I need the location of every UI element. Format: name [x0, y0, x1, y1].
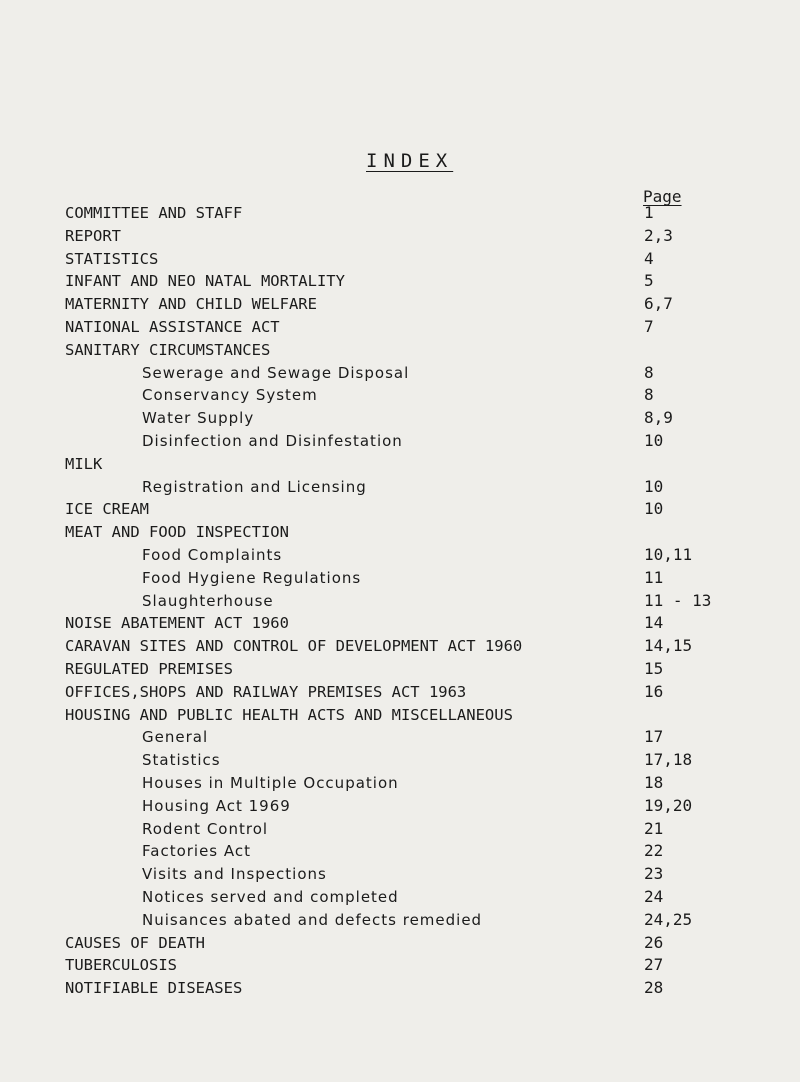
entry-title: Visits and Inspections [142, 865, 327, 884]
index-entry [0, 521, 800, 544]
entry-page-number: 27 [644, 955, 664, 975]
index-entry [0, 635, 800, 658]
index-subentry [0, 567, 800, 590]
index-entry [0, 270, 800, 293]
entry-title: Slaughterhouse [142, 591, 274, 610]
entry-page-number: 10 [644, 430, 664, 450]
entry-page-number: 21 [644, 818, 664, 838]
entry-title: Factories Act [142, 842, 252, 861]
entry-page-number: 17 [644, 727, 664, 747]
index-subentry [0, 430, 800, 453]
entry-title: NATIONAL ASSISTANCE ACT [65, 317, 280, 336]
entry-title: CAUSES OF DEATH [65, 933, 205, 952]
index-subentry [0, 590, 800, 613]
index-entry [0, 248, 800, 271]
entry-page-number: 18 [644, 772, 664, 792]
index-subentry [0, 362, 800, 385]
entry-title: CARAVAN SITES AND CONTROL OF DEVELOPMENT ACT 1960 [65, 637, 523, 656]
entry-page-number: 19,20 [644, 795, 693, 815]
index-subentry [0, 909, 800, 932]
index-subentry [0, 795, 800, 818]
entry-page-number: 24,25 [644, 909, 693, 929]
entry-page-number: 6,7 [644, 294, 673, 314]
entry-title: NOISE ABATEMENT ACT 1960 [65, 614, 289, 633]
entry-title: Sewerage and Sewage Disposal [142, 363, 410, 382]
index-entry [0, 202, 800, 225]
entry-title: Water Supply [142, 409, 255, 428]
entry-page-number: 8 [644, 385, 654, 405]
entry-title: Rodent Control [142, 819, 269, 838]
entry-page-number: 11 - 13 [644, 590, 712, 610]
entry-page-number: 24 [644, 886, 664, 906]
entry-page-number: 26 [644, 932, 664, 952]
entry-title: ICE CREAM [65, 500, 149, 519]
entry-page-number: 10 [644, 476, 664, 496]
entry-title: Notices served and completed [142, 887, 399, 906]
entry-title: Nuisances abated and defects remedied [142, 910, 483, 929]
entry-page-number: 17,18 [644, 750, 693, 770]
index-subentry [0, 544, 800, 567]
index-subentry [0, 886, 800, 909]
entry-title: MATERNITY AND CHILD WELFARE [65, 295, 317, 314]
entry-page-number: 22 [644, 841, 664, 861]
index-entry [0, 704, 800, 727]
entry-title: HOUSING AND PUBLIC HEALTH ACTS AND MISCELLANEOUS [65, 705, 513, 724]
entry-title: NOTIFIABLE DISEASES [65, 979, 243, 998]
index-subentry [0, 384, 800, 407]
index-subentry [0, 840, 800, 863]
index-entry [0, 225, 800, 248]
index-subentry [0, 407, 800, 430]
entry-title: INFANT AND NEO NATAL MORTALITY [65, 272, 345, 291]
index-entry [0, 658, 800, 681]
entry-title: Registration and Licensing [142, 477, 367, 496]
entry-page-number: 1 [644, 203, 654, 222]
index-subentry [0, 818, 800, 841]
entry-page-number: 10,11 [644, 544, 693, 564]
index-entry [0, 453, 800, 476]
index-entry [0, 954, 800, 977]
entry-page-number: 23 [644, 864, 664, 884]
entry-title: REPORT [65, 226, 121, 245]
index-entry [0, 339, 800, 362]
entry-title: General [142, 728, 209, 747]
index-entry [0, 498, 800, 521]
entry-page-number: 4 [644, 248, 654, 268]
entry-page-number: 8 [644, 362, 654, 382]
entry-title: OFFICES,SHOPS AND RAILWAY PREMISES ACT 1963 [65, 682, 467, 701]
entry-page-number: 15 [644, 658, 664, 678]
entry-title: Food Hygiene Regulations [142, 568, 362, 587]
index-entry [0, 316, 800, 339]
page-column-header: Page [643, 187, 682, 206]
entry-page-number: 5 [644, 271, 654, 291]
entry-page-number: 10 [644, 499, 664, 519]
page-title: INDEX [366, 150, 454, 172]
entry-page-number: 14,15 [644, 636, 693, 656]
index-subentry [0, 863, 800, 886]
index-subentry [0, 726, 800, 749]
entry-page-number: 2,3 [644, 225, 673, 245]
entry-title: Houses in Multiple Occupation [142, 773, 399, 792]
entry-title: STATISTICS [65, 249, 159, 268]
entry-title: REGULATED PREMISES [65, 659, 233, 678]
entry-page-number: 14 [644, 613, 664, 633]
index-subentry [0, 749, 800, 772]
index-entry [0, 932, 800, 955]
entry-page-number: 7 [644, 316, 654, 336]
entry-title: COMMITTEE AND STAFF [65, 204, 243, 222]
entry-title: Food Complaints [142, 545, 283, 564]
entry-page-number: 8,9 [644, 408, 673, 428]
index-entry [0, 612, 800, 635]
entry-title: SANITARY CIRCUMSTANCES [65, 340, 271, 359]
index-list [0, 202, 800, 1000]
entry-title: Housing Act 1969 [142, 796, 291, 815]
entry-title: Conservancy System [142, 386, 318, 405]
index-entry [0, 293, 800, 316]
index-entry [0, 977, 800, 1000]
entry-title: Disinfection and Disinfestation [142, 431, 403, 450]
index-entry [0, 681, 800, 704]
entry-title: Statistics [142, 751, 221, 770]
entry-title: MEAT AND FOOD INSPECTION [65, 523, 289, 542]
entry-title: MILK [65, 454, 103, 473]
entry-page-number: 11 [644, 567, 664, 587]
entry-page-number: 28 [644, 978, 664, 998]
entry-title: TUBERCULOSIS [65, 956, 177, 975]
index-subentry [0, 772, 800, 795]
entry-page-number: 16 [644, 681, 664, 701]
index-subentry [0, 476, 800, 499]
